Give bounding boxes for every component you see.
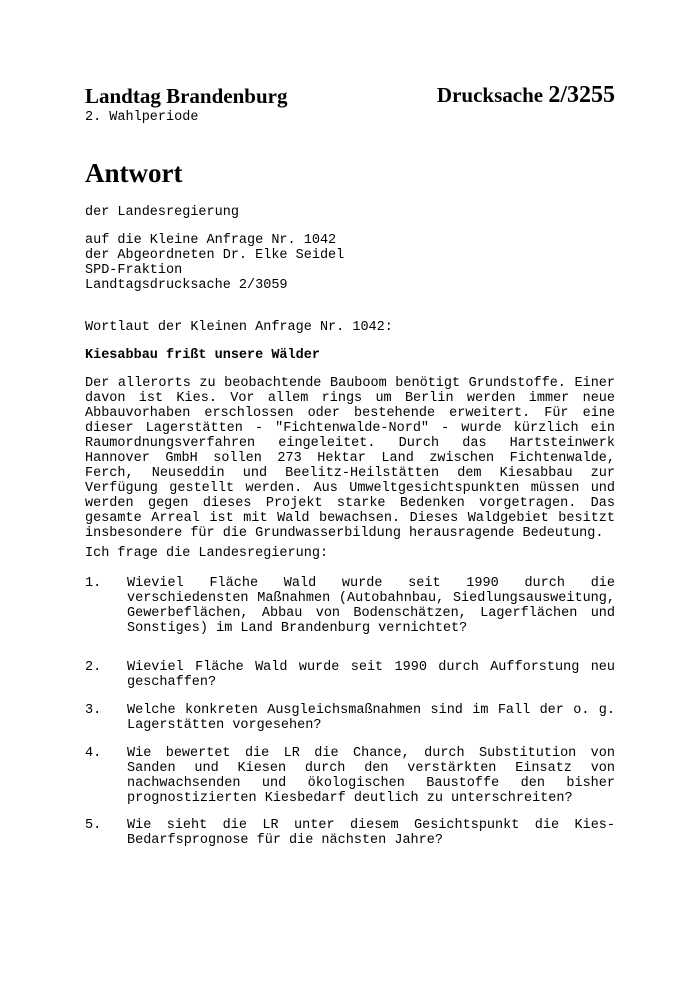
question-number: 1. — [85, 576, 102, 591]
question-number: 4. — [85, 746, 102, 761]
issuer: der Landesregierung — [85, 205, 239, 220]
question-text: Wie sieht die LR unter diesem Gesichtspunkt die Kies-Bedarfsprognose für die nächsten Jahre? — [127, 818, 615, 848]
question-number: 3. — [85, 703, 102, 718]
inquiry-line: SPD-Fraktion — [85, 263, 183, 278]
inquiry-line: Landtagsdrucksache 2/3059 — [85, 278, 288, 293]
question-item — [85, 703, 615, 733]
question-number: 5. — [85, 818, 102, 833]
document-number-value: 2/3255 — [548, 82, 615, 108]
question-item — [85, 660, 615, 690]
page-title: Antwort — [85, 158, 183, 188]
inquiry-line: auf die Kleine Anfrage Nr. 1042 — [85, 233, 337, 248]
question-text: Welche konkreten Ausgleichsmaßnahmen sind im Fall der o. g. Lagerstätten vorgesehen? — [127, 703, 615, 733]
document-label: Drucksache — [436, 83, 544, 107]
inquiry-subject: Kiesabbau frißt unsere Wälder — [85, 348, 320, 363]
wording-label: Wortlaut der Kleinen Anfrage Nr. 1042: — [85, 320, 393, 335]
question-text: Wieviel Fläche Wald wurde seit 1990 durch die verschiedensten Maßnahmen (Autobahnbau, Siedlungsausweitung, Gewerbeflächen, Abbau von Bodenschätzen, Lagerflächen und Sonstiges) im Land Brandenburg vernichtet? — [127, 576, 615, 636]
legislative-period: 2. Wahlperiode — [85, 110, 199, 125]
question-item — [85, 576, 615, 636]
inquiry-line: der Abgeordneten Dr. Elke Seidel — [85, 248, 345, 263]
question-intro: Ich frage die Landesregierung: — [85, 546, 329, 561]
question-item — [85, 746, 615, 806]
question-number: 2. — [85, 660, 102, 675]
document-number — [437, 82, 615, 109]
question-item — [85, 818, 615, 848]
question-text: Wie bewertet die LR die Chance, durch Substitution von Sanden und Kiesen durch den verstärkten Einsatz von nachwachsenden und ökologischen Baustoffe den bisher prognostizierten Kiesbedarf deutlich zu unterschreiten? — [127, 746, 615, 806]
intro-paragraph: Der allerorts zu beobachtende Bauboom benötigt Grundstoffe. Einer davon ist Kies. Vor allem rings um Berlin werden immer neue Abbauvorhaben erschlossen oder bestehende erweitert. Für eine dieser Lagerstätten - "Fichtenwalde-Nord" - wurde kürzlich ein Raumordnungsverfahren eingeleitet. Durch das Hartsteinwerk Hannover GmbH sollen 273 Hektar Land zwischen Fichtenwalde, Ferch, Neuseddin und Beelitz-Heilstätten dem Kiesabbau zur Verfügung gestellt werden. Aus Umweltgesichtspunkten müssen und werden gegen dieses Projekt starke Bedenken vorgetragen. Das gesamte Arreal ist mit Wald bewachsen. Dieses Waldgebiet besitzt insbesondere für die Grundwasserbildung herausragende Bedeutung. — [85, 376, 615, 541]
parliament-name: Landtag Brandenburg — [85, 84, 288, 108]
question-text: Wieviel Fläche Wald wurde seit 1990 durch Aufforstung neu geschaffen? — [127, 660, 615, 690]
inquiry-reference — [85, 233, 344, 293]
